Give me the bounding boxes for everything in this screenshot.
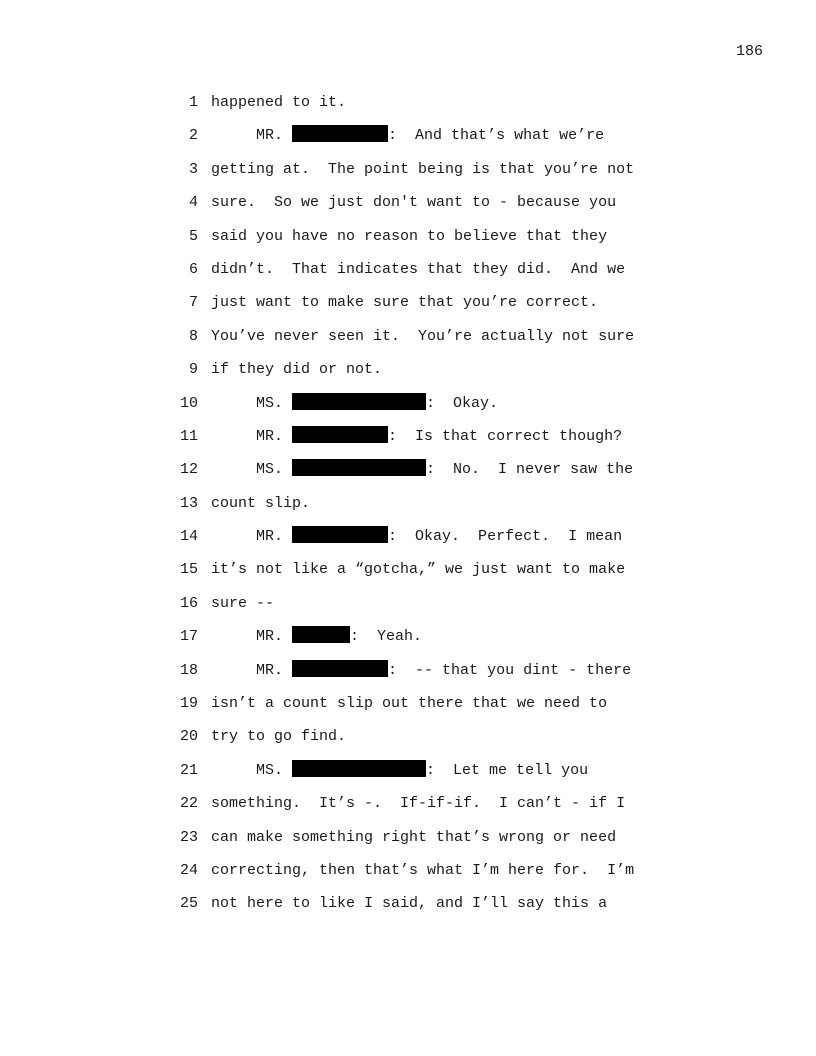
line-number: 23	[179, 828, 198, 846]
line-text: isn’t a count slip out there that we need to	[211, 695, 608, 713]
transcript-line	[170, 626, 730, 659]
line-text: said you have no reason to believe that they	[211, 227, 608, 245]
speaker-title: MR.	[256, 528, 284, 546]
speaker-title: MR.	[256, 628, 284, 646]
transcript-line	[170, 459, 730, 492]
redacted-name	[292, 426, 388, 443]
line-text: happened to it.	[211, 94, 347, 111]
line-text: : And that’s what we’re	[388, 127, 605, 145]
line-number: 24	[179, 861, 198, 879]
transcript-line	[170, 159, 730, 192]
redacted-name	[292, 393, 426, 410]
transcript-line	[170, 827, 730, 860]
redacted-name	[292, 660, 388, 677]
line-number: 1	[188, 94, 198, 111]
line-number: 16	[179, 594, 198, 612]
transcript-line	[170, 426, 730, 459]
line-text: if they did or not.	[211, 361, 383, 379]
transcript-line	[170, 92, 730, 125]
line-number: 4	[188, 194, 198, 212]
transcript-line	[170, 192, 730, 225]
line-number: 7	[188, 294, 198, 312]
speaker-title: MS.	[256, 394, 284, 412]
line-text: sure --	[211, 594, 275, 612]
line-text: : Okay.	[426, 394, 499, 412]
transcript-line	[170, 760, 730, 793]
speaker-title: MR.	[256, 661, 284, 679]
line-text: You’ve never seen it. You’re actually not sure	[211, 327, 635, 345]
speaker-title: MR.	[256, 127, 284, 145]
transcript-line	[170, 693, 730, 726]
line-text: : -- that you dint - there	[388, 661, 632, 679]
page-number: 186	[735, 43, 763, 60]
line-text: : No. I never saw the	[426, 461, 634, 479]
transcript-line	[170, 893, 730, 926]
line-number: 25	[179, 895, 198, 913]
redacted-name	[292, 760, 426, 777]
line-number: 20	[179, 728, 198, 746]
redacted-name	[292, 125, 388, 142]
line-text: not here to like I said, and I’ll say this a	[211, 895, 608, 913]
line-number: 11	[179, 427, 198, 445]
line-number: 22	[179, 795, 198, 813]
transcript-line	[170, 860, 730, 893]
line-number: 9	[188, 361, 198, 379]
line-text: didn’t. That indicates that they did. And we	[211, 260, 626, 278]
redacted-name	[292, 459, 426, 476]
speaker-title: MR.	[256, 427, 284, 445]
line-text: try to go find.	[211, 728, 347, 746]
line-number: 10	[179, 394, 198, 412]
line-text: : Is that correct though?	[388, 427, 623, 445]
line-text: it’s not like a “gotcha,” we just want to make	[211, 561, 626, 579]
transcript-line	[170, 292, 730, 325]
line-number: 5	[188, 227, 198, 245]
line-number: 14	[179, 528, 198, 546]
transcript-line	[170, 259, 730, 292]
transcript-line	[170, 393, 730, 426]
speaker-title: MS.	[256, 761, 284, 779]
line-text: sure. So we just don't want to - because you	[211, 194, 617, 212]
transcript-line	[170, 559, 730, 592]
transcript-line	[170, 726, 730, 759]
transcript-line	[170, 526, 730, 559]
line-number: 12	[179, 461, 198, 479]
line-number: 2	[188, 127, 198, 145]
transcript-line	[170, 359, 730, 392]
line-text: : Let me tell you	[426, 761, 589, 779]
line-number: 21	[179, 761, 198, 779]
line-text: correcting, then that’s what I’m here for. I’m	[211, 861, 635, 879]
transcript-line	[170, 793, 730, 826]
line-text: : Okay. Perfect. I mean	[388, 528, 623, 546]
line-number: 6	[188, 260, 198, 278]
transcript-line	[170, 226, 730, 259]
transcript-line	[170, 125, 730, 158]
line-text: getting at. The point being is that you’re not	[211, 160, 635, 178]
line-text: count slip.	[211, 494, 311, 512]
transcript-line	[170, 493, 730, 526]
transcript-line	[170, 593, 730, 626]
line-number: 13	[179, 494, 198, 512]
line-text: : Yeah.	[350, 628, 423, 646]
transcript-body	[170, 92, 730, 927]
redacted-name	[292, 526, 388, 543]
line-number: 3	[188, 160, 198, 178]
transcript-line	[170, 660, 730, 693]
line-number: 8	[188, 327, 198, 345]
speaker-title: MS.	[256, 461, 284, 479]
redacted-name	[292, 626, 350, 643]
line-number: 17	[179, 628, 198, 646]
line-text: something. It’s -. If-if-if. I can’t - if I	[211, 795, 626, 813]
transcript-line	[170, 326, 730, 359]
line-number: 15	[179, 561, 198, 579]
line-number: 18	[179, 661, 198, 679]
line-text: can make something right that’s wrong or need	[211, 828, 617, 846]
line-number: 19	[179, 695, 198, 713]
line-text: just want to make sure that you’re correct.	[211, 294, 599, 312]
